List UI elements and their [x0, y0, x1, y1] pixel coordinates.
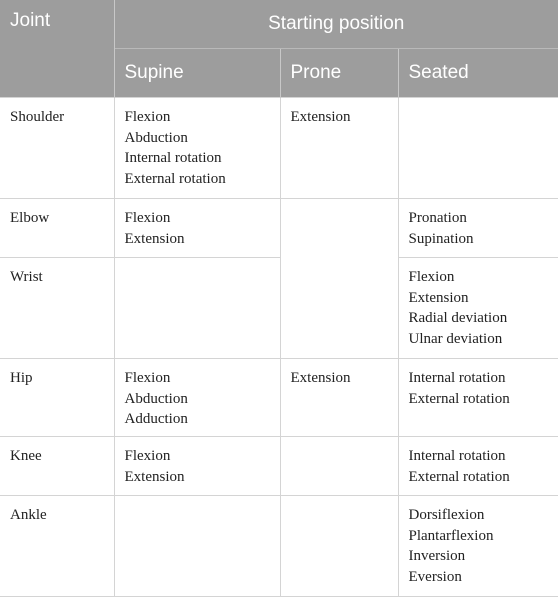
movement-label: External rotation: [124, 171, 226, 188]
movement-label: Flexion: [124, 370, 171, 386]
cell-prone: [280, 437, 398, 496]
cell-prone: [280, 98, 398, 199]
header-joint: Joint: [0, 0, 114, 98]
movement-label: Eversion: [408, 569, 462, 586]
cell-supine: [114, 258, 280, 359]
cell-joint: Shoulder: [0, 98, 114, 199]
cell-seated: [398, 199, 558, 258]
movement-label: Radial deviation: [408, 310, 508, 327]
table-row-elbow: [0, 199, 558, 258]
movement-label: Flexion: [124, 448, 171, 464]
cell-joint: Ankle: [0, 496, 114, 597]
movement-label: Internal rotation: [124, 150, 222, 167]
movement-label: Adduction: [124, 411, 188, 428]
movement-label: Extension: [124, 468, 185, 485]
cell-seated: [398, 496, 558, 597]
cell-seated: [398, 437, 558, 496]
movement-label: Extension: [290, 370, 351, 386]
cell-supine: [114, 437, 280, 496]
cell-seated: [398, 98, 558, 199]
movement-label: Dorsiflexion: [408, 507, 485, 523]
movement-label: Extension: [408, 289, 469, 306]
movement-label: Internal rotation: [408, 370, 506, 386]
movement-label: Plantarflexion: [408, 527, 494, 544]
movement-label: Flexion: [408, 269, 455, 285]
header-seated: Seated: [398, 49, 558, 98]
movement-label: External rotation: [408, 390, 510, 407]
movement-label: External rotation: [408, 468, 510, 485]
cell-seated: [398, 258, 558, 359]
cell-supine: [114, 199, 280, 258]
movement-label: Abduction: [124, 390, 188, 407]
table-row-hip: [0, 359, 558, 437]
movement-label: Inversion: [408, 548, 466, 565]
cell-supine: [114, 359, 280, 437]
movement-label: Pronation: [408, 210, 467, 226]
movement-label: Extension: [290, 109, 351, 125]
cell-prone: [280, 359, 398, 437]
header-prone: Prone: [280, 49, 398, 98]
cell-supine: [114, 496, 280, 597]
movement-label: Flexion: [124, 210, 171, 226]
movement-label: Abduction: [124, 129, 188, 146]
movement-label: Ulnar deviation: [408, 331, 503, 348]
table-row-ankle: [0, 496, 558, 597]
cell-prone: [280, 496, 398, 597]
cell-seated: [398, 359, 558, 437]
table-row-knee: [0, 437, 558, 496]
cell-joint: Elbow: [0, 199, 114, 258]
cell-supine: [114, 98, 280, 199]
cell-joint: Hip: [0, 359, 114, 437]
header-supine: Supine: [114, 49, 280, 98]
table-row-shoulder: [0, 98, 558, 199]
cell-prone: [280, 199, 398, 359]
movement-label: Flexion: [124, 109, 171, 125]
movement-label: Internal rotation: [408, 448, 506, 464]
cell-joint: Wrist: [0, 258, 114, 359]
header-starting-position: Starting position: [114, 0, 558, 49]
table-row-wrist: [0, 258, 558, 359]
cell-joint: Knee: [0, 437, 114, 496]
movement-label: Supination: [408, 230, 474, 247]
movement-label: Extension: [124, 230, 185, 247]
